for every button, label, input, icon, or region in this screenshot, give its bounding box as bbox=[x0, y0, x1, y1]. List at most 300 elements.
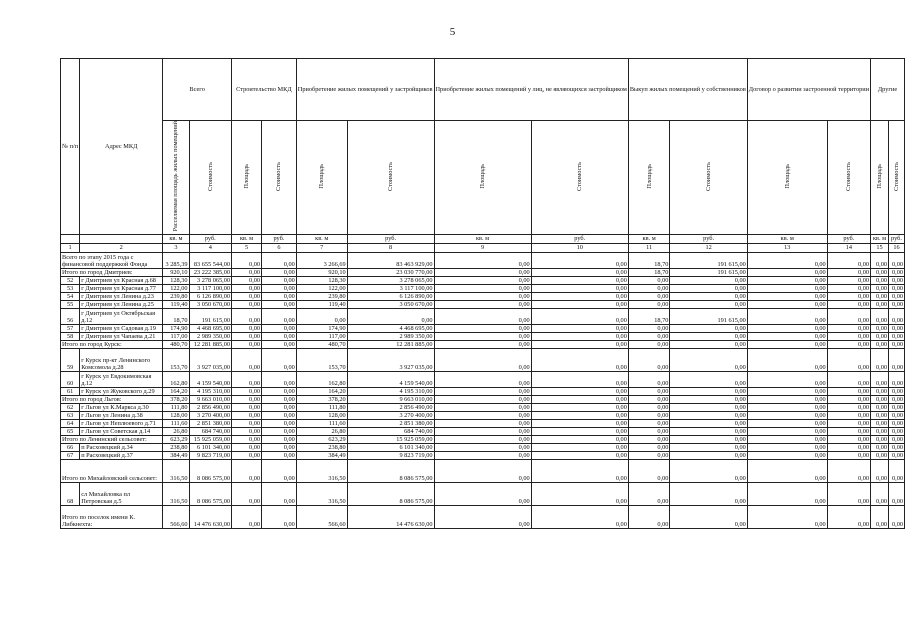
row-number: 55 bbox=[61, 300, 80, 308]
value-cell: 2 851 380,00 bbox=[189, 419, 231, 427]
value-cell: 0,00 bbox=[232, 387, 262, 395]
header-sub-label: Стоимость bbox=[387, 161, 395, 191]
row-number: 67 bbox=[61, 451, 80, 459]
value-cell: 0,00 bbox=[628, 324, 670, 332]
table-row bbox=[61, 332, 905, 340]
row-address bbox=[80, 403, 163, 411]
value-cell: 0,00 bbox=[434, 252, 531, 268]
value-cell: 0,00 bbox=[262, 308, 297, 324]
value-cell: 0,00 bbox=[434, 435, 531, 443]
value-cell: 0,00 bbox=[531, 403, 628, 411]
value-cell: 0,00 bbox=[232, 308, 262, 324]
value-cell: 3 278 065,00 bbox=[347, 276, 434, 284]
header-sub-label: Площадь bbox=[783, 163, 791, 189]
value-cell: 0,00 bbox=[628, 387, 670, 395]
header-sub-label: Стоимость bbox=[705, 161, 713, 191]
value-cell: 0,00 bbox=[628, 395, 670, 403]
value-cell: 18,70 bbox=[163, 308, 189, 324]
value-cell: 0,00 bbox=[232, 268, 262, 276]
value-cell: 0,00 bbox=[628, 292, 670, 300]
value-cell: 0,00 bbox=[827, 348, 870, 371]
value-cell: 0,00 bbox=[871, 459, 889, 482]
column-number: 15 bbox=[871, 243, 889, 252]
value-cell: 0,00 bbox=[889, 340, 905, 348]
header-sub-6 bbox=[262, 121, 297, 235]
value-cell: 0,00 bbox=[531, 395, 628, 403]
row-address-line: г Дмитриев ул Ленина д.25 bbox=[81, 300, 154, 308]
value-cell: 23 030 770,00 bbox=[347, 268, 434, 276]
value-cell: 0,00 bbox=[889, 443, 905, 451]
value-cell: 0,00 bbox=[434, 459, 531, 482]
value-cell: 0,00 bbox=[232, 482, 262, 505]
header-sub-4 bbox=[189, 121, 231, 235]
value-cell: 0,00 bbox=[871, 403, 889, 411]
value-cell: 0,00 bbox=[827, 443, 870, 451]
value-cell: 6 101 340,00 bbox=[189, 443, 231, 451]
header-sub-16 bbox=[889, 121, 905, 235]
value-cell: 0,00 bbox=[434, 276, 531, 284]
value-cell: 0,00 bbox=[434, 403, 531, 411]
resettlement-table bbox=[60, 58, 905, 529]
value-cell: 174,90 bbox=[163, 324, 189, 332]
row-address-line: г Курск пр-кт Ленинского bbox=[81, 356, 151, 364]
value-cell: 0,00 bbox=[531, 371, 628, 387]
row-address bbox=[80, 292, 163, 300]
value-cell: 0,00 bbox=[628, 332, 670, 340]
subtotal-row bbox=[61, 435, 905, 443]
value-cell: 111,60 bbox=[163, 419, 189, 427]
row-label bbox=[61, 395, 163, 403]
value-cell: 0,00 bbox=[889, 482, 905, 505]
value-cell: 0,00 bbox=[434, 340, 531, 348]
header-sub-label: Площадь bbox=[318, 163, 326, 189]
value-cell: 0,00 bbox=[747, 443, 827, 451]
subtotal-row bbox=[61, 268, 905, 276]
value-cell: 162,80 bbox=[296, 371, 347, 387]
value-cell: 0,00 bbox=[871, 482, 889, 505]
value-cell: 0,00 bbox=[434, 371, 531, 387]
row-address bbox=[80, 308, 163, 324]
value-cell: 0,00 bbox=[871, 284, 889, 292]
value-cell: 0,00 bbox=[670, 387, 747, 395]
table-row bbox=[61, 419, 905, 427]
value-cell: 2 856 490,00 bbox=[189, 403, 231, 411]
value-cell: 0,00 bbox=[827, 340, 870, 348]
value-cell: 0,00 bbox=[889, 427, 905, 435]
table-row bbox=[61, 300, 905, 308]
row-address-line: п Расховецкий д.34 bbox=[81, 443, 133, 451]
value-cell: 0,00 bbox=[670, 419, 747, 427]
value-cell: 0,00 bbox=[434, 451, 531, 459]
value-cell: 0,00 bbox=[747, 387, 827, 395]
value-cell: 0,00 bbox=[434, 268, 531, 276]
value-cell: 0,00 bbox=[670, 403, 747, 411]
value-cell: 0,00 bbox=[889, 276, 905, 284]
value-cell: 0,00 bbox=[670, 482, 747, 505]
value-cell: 0,00 bbox=[827, 459, 870, 482]
value-cell: 0,00 bbox=[262, 252, 297, 268]
header-sub-label: Стоимость bbox=[275, 161, 283, 191]
value-cell: 0,00 bbox=[232, 252, 262, 268]
row-number: 65 bbox=[61, 427, 80, 435]
value-cell: 0,00 bbox=[747, 419, 827, 427]
value-cell: 0,00 bbox=[747, 340, 827, 348]
value-cell: 239,80 bbox=[163, 292, 189, 300]
subtotal-row bbox=[61, 340, 905, 348]
value-cell: 153,70 bbox=[163, 348, 189, 371]
value-cell: 0,00 bbox=[827, 403, 870, 411]
value-cell: 0,00 bbox=[670, 284, 747, 292]
value-cell: 0,00 bbox=[262, 284, 297, 292]
row-number: 58 bbox=[61, 332, 80, 340]
value-cell: 0,00 bbox=[232, 505, 262, 528]
value-cell: 3 927 035,00 bbox=[189, 348, 231, 371]
value-cell: 164,20 bbox=[163, 387, 189, 395]
value-cell: 18,70 bbox=[628, 268, 670, 276]
row-address-line: д.12 bbox=[81, 379, 93, 387]
value-cell: 0,00 bbox=[871, 332, 889, 340]
table-row bbox=[61, 292, 905, 300]
value-cell: 4 468 695,00 bbox=[189, 324, 231, 332]
value-cell: 238,80 bbox=[296, 443, 347, 451]
value-cell: 0,00 bbox=[827, 276, 870, 284]
row-number: 61 bbox=[61, 387, 80, 395]
value-cell: 0,00 bbox=[747, 348, 827, 371]
value-cell: 2 851 380,00 bbox=[347, 419, 434, 427]
value-cell: 0,00 bbox=[262, 395, 297, 403]
value-cell: 0,00 bbox=[531, 348, 628, 371]
value-cell: 0,00 bbox=[827, 387, 870, 395]
value-cell: 0,00 bbox=[827, 292, 870, 300]
value-cell: 0,00 bbox=[434, 292, 531, 300]
value-cell: 0,00 bbox=[232, 348, 262, 371]
value-cell: 0,00 bbox=[670, 300, 747, 308]
column-number: 1 bbox=[61, 243, 80, 252]
column-number: 8 bbox=[347, 243, 434, 252]
value-cell: 623,29 bbox=[163, 435, 189, 443]
unit-cell: руб. bbox=[347, 234, 434, 243]
row-address bbox=[80, 387, 163, 395]
value-cell: 0,00 bbox=[871, 308, 889, 324]
value-cell: 0,00 bbox=[747, 459, 827, 482]
row-address-line: п Расховецкий д.37 bbox=[81, 451, 133, 459]
unit-cell: кв. м bbox=[628, 234, 670, 243]
header-sub-label: Расселяемая площадь жилых помещений bbox=[172, 121, 180, 232]
unit-cell: кв. м bbox=[163, 234, 189, 243]
value-cell: 684 740,00 bbox=[189, 427, 231, 435]
value-cell: 4 195 310,00 bbox=[189, 387, 231, 395]
value-cell: 3 270 400,00 bbox=[347, 411, 434, 419]
value-cell: 566,60 bbox=[163, 505, 189, 528]
row-number: 62 bbox=[61, 403, 80, 411]
header-address: Адрес МКД bbox=[80, 59, 163, 235]
value-cell: 0,00 bbox=[434, 387, 531, 395]
value-cell: 0,00 bbox=[827, 482, 870, 505]
value-cell: 9 663 010,00 bbox=[347, 395, 434, 403]
row-label-line: Итого по Михайловский сельсовет: bbox=[62, 474, 158, 482]
value-cell: 111,80 bbox=[296, 403, 347, 411]
row-address bbox=[80, 300, 163, 308]
value-cell: 8 086 575,00 bbox=[347, 482, 434, 505]
value-cell: 239,80 bbox=[296, 292, 347, 300]
value-cell: 238,80 bbox=[163, 443, 189, 451]
table-row bbox=[61, 403, 905, 411]
table-row bbox=[61, 451, 905, 459]
row-address-line: г Дмитриев ул Чапаева д.21 bbox=[81, 332, 156, 340]
table-row bbox=[61, 443, 905, 451]
value-cell: 0,00 bbox=[531, 300, 628, 308]
value-cell: 0,00 bbox=[434, 419, 531, 427]
row-address bbox=[80, 371, 163, 387]
row-label bbox=[61, 459, 163, 482]
value-cell: 111,80 bbox=[163, 403, 189, 411]
value-cell: 0,00 bbox=[747, 252, 827, 268]
value-cell: 3 270 400,00 bbox=[189, 411, 231, 419]
column-number: 4 bbox=[189, 243, 231, 252]
row-label-line: Итого по поселок имени К. bbox=[62, 513, 136, 521]
value-cell: 0,00 bbox=[531, 411, 628, 419]
row-address-line: г Дмитриев ул Ленина д.23 bbox=[81, 292, 154, 300]
row-address-line: Петровская д.5 bbox=[81, 497, 122, 505]
value-cell: 0,00 bbox=[628, 340, 670, 348]
value-cell: 0,00 bbox=[670, 371, 747, 387]
value-cell: 0,00 bbox=[531, 387, 628, 395]
value-cell: 0,00 bbox=[670, 443, 747, 451]
value-cell: 0,00 bbox=[871, 340, 889, 348]
value-cell: 0,00 bbox=[670, 292, 747, 300]
value-cell: 0,00 bbox=[871, 451, 889, 459]
value-cell: 0,00 bbox=[889, 387, 905, 395]
row-address bbox=[80, 419, 163, 427]
value-cell: 0,00 bbox=[747, 435, 827, 443]
value-cell: 0,00 bbox=[670, 340, 747, 348]
value-cell: 9 823 719,00 bbox=[347, 451, 434, 459]
value-cell: 15 925 059,00 bbox=[347, 435, 434, 443]
value-cell: 6 126 890,00 bbox=[189, 292, 231, 300]
value-cell: 26,80 bbox=[163, 427, 189, 435]
value-cell: 9 663 010,00 bbox=[189, 395, 231, 403]
value-cell: 0,00 bbox=[531, 443, 628, 451]
unit-cell: кв. м bbox=[434, 234, 531, 243]
value-cell: 0,00 bbox=[531, 340, 628, 348]
value-cell: 23 222 385,00 bbox=[189, 268, 231, 276]
value-cell: 0,00 bbox=[531, 332, 628, 340]
row-label bbox=[61, 435, 163, 443]
table-row bbox=[61, 348, 905, 371]
value-cell: 0,00 bbox=[747, 403, 827, 411]
row-number: 53 bbox=[61, 284, 80, 292]
value-cell: 0,00 bbox=[747, 308, 827, 324]
header-sub-7 bbox=[296, 121, 347, 235]
value-cell: 0,00 bbox=[827, 268, 870, 276]
value-cell: 0,00 bbox=[232, 403, 262, 411]
value-cell: 0,00 bbox=[670, 395, 747, 403]
subtotal-row bbox=[61, 395, 905, 403]
value-cell: 14 476 630,00 bbox=[347, 505, 434, 528]
header-sub-label: Площадь bbox=[876, 163, 884, 189]
value-cell: 0,00 bbox=[889, 403, 905, 411]
value-cell: 153,70 bbox=[296, 348, 347, 371]
value-cell: 6 101 340,00 bbox=[347, 443, 434, 451]
value-cell: 0,00 bbox=[232, 459, 262, 482]
row-number: 60 bbox=[61, 371, 80, 387]
value-cell: 0,00 bbox=[871, 300, 889, 308]
value-cell: 8 086 575,00 bbox=[189, 459, 231, 482]
value-cell: 0,00 bbox=[296, 308, 347, 324]
value-cell: 0,00 bbox=[232, 443, 262, 451]
header-no: № п/п bbox=[61, 59, 80, 235]
value-cell: 0,00 bbox=[827, 419, 870, 427]
value-cell: 0,00 bbox=[628, 427, 670, 435]
value-cell: 0,00 bbox=[747, 324, 827, 332]
value-cell: 684 740,00 bbox=[347, 427, 434, 435]
row-address-line: г Льгов ул Советская д.14 bbox=[81, 427, 151, 435]
row-label-line: Итого по город Курск: bbox=[62, 340, 122, 348]
value-cell: 14 476 630,00 bbox=[189, 505, 231, 528]
value-cell: 0,00 bbox=[232, 451, 262, 459]
value-cell: 0,00 bbox=[670, 459, 747, 482]
value-cell: 0,00 bbox=[628, 276, 670, 284]
value-cell: 378,20 bbox=[296, 395, 347, 403]
value-cell: 0,00 bbox=[889, 284, 905, 292]
column-number: 7 bbox=[296, 243, 347, 252]
value-cell: 0,00 bbox=[871, 419, 889, 427]
value-cell: 0,00 bbox=[628, 459, 670, 482]
value-cell: 0,00 bbox=[434, 324, 531, 332]
value-cell: 0,00 bbox=[628, 451, 670, 459]
value-cell: 0,00 bbox=[262, 459, 297, 482]
value-cell: 3 117 100,00 bbox=[347, 284, 434, 292]
header-sub-3 bbox=[163, 121, 189, 235]
value-cell: 0,00 bbox=[670, 505, 747, 528]
row-address bbox=[80, 411, 163, 419]
value-cell: 0,00 bbox=[531, 292, 628, 300]
value-cell: 3 927 035,00 bbox=[347, 348, 434, 371]
value-cell: 0,00 bbox=[434, 395, 531, 403]
header-group-owners: Выкуп жилых помещений у собственников bbox=[628, 59, 747, 121]
value-cell: 0,00 bbox=[434, 427, 531, 435]
value-cell: 26,80 bbox=[296, 427, 347, 435]
unit-cell: руб. bbox=[189, 234, 231, 243]
value-cell: 0,00 bbox=[670, 348, 747, 371]
value-cell: 0,00 bbox=[747, 427, 827, 435]
value-cell: 0,00 bbox=[827, 252, 870, 268]
value-cell: 0,00 bbox=[747, 505, 827, 528]
value-cell: 8 086 575,00 bbox=[189, 482, 231, 505]
subtotal-row bbox=[61, 459, 905, 482]
value-cell: 0,00 bbox=[827, 505, 870, 528]
column-number: 6 bbox=[262, 243, 297, 252]
value-cell: 0,00 bbox=[628, 505, 670, 528]
value-cell: 0,00 bbox=[262, 403, 297, 411]
value-cell: 0,00 bbox=[262, 427, 297, 435]
value-cell: 0,00 bbox=[747, 451, 827, 459]
value-cell: 4 159 540,00 bbox=[189, 371, 231, 387]
value-cell: 9 823 719,00 bbox=[189, 451, 231, 459]
table-row bbox=[61, 371, 905, 387]
value-cell: 0,00 bbox=[628, 411, 670, 419]
value-cell: 0,00 bbox=[889, 451, 905, 459]
value-cell: 0,00 bbox=[747, 411, 827, 419]
unit-cell: руб. bbox=[531, 234, 628, 243]
value-cell: 0,00 bbox=[232, 276, 262, 284]
value-cell: 0,00 bbox=[628, 419, 670, 427]
row-number: 57 bbox=[61, 324, 80, 332]
value-cell: 0,00 bbox=[747, 371, 827, 387]
column-number: 14 bbox=[827, 243, 870, 252]
value-cell: 3 050 670,00 bbox=[347, 300, 434, 308]
value-cell: 0,00 bbox=[871, 252, 889, 268]
value-cell: 0,00 bbox=[747, 482, 827, 505]
row-address-line: г Дмитриев ул Октябрьская bbox=[81, 309, 156, 317]
value-cell: 0,00 bbox=[232, 324, 262, 332]
row-address bbox=[80, 482, 163, 505]
value-cell: 0,00 bbox=[434, 505, 531, 528]
value-cell: 480,70 bbox=[163, 340, 189, 348]
value-cell: 0,00 bbox=[262, 387, 297, 395]
row-address bbox=[80, 284, 163, 292]
value-cell: 316,50 bbox=[163, 482, 189, 505]
row-number: 52 bbox=[61, 276, 80, 284]
header-group-other: Другие bbox=[871, 59, 905, 121]
value-cell: 0,00 bbox=[871, 292, 889, 300]
value-cell: 0,00 bbox=[827, 300, 870, 308]
value-cell: 0,00 bbox=[232, 395, 262, 403]
value-cell: 0,00 bbox=[628, 482, 670, 505]
row-address-line: г Льгов ул К.Маркса д.30 bbox=[81, 403, 149, 411]
row-address bbox=[80, 332, 163, 340]
header-group-build: Строительство МКД bbox=[232, 59, 297, 121]
value-cell: 0,00 bbox=[434, 332, 531, 340]
value-cell: 83 463 929,00 bbox=[347, 252, 434, 268]
row-number: 63 bbox=[61, 411, 80, 419]
value-cell: 920,10 bbox=[296, 268, 347, 276]
row-number: 68 bbox=[61, 482, 80, 505]
row-number: 66 bbox=[61, 443, 80, 451]
value-cell: 0,00 bbox=[262, 268, 297, 276]
unit-cell: руб. bbox=[889, 234, 905, 243]
value-cell: 0,00 bbox=[670, 332, 747, 340]
value-cell: 6 126 890,00 bbox=[347, 292, 434, 300]
value-cell: 0,00 bbox=[889, 371, 905, 387]
value-cell: 0,00 bbox=[670, 411, 747, 419]
value-cell: 0,00 bbox=[232, 419, 262, 427]
value-cell: 0,00 bbox=[531, 419, 628, 427]
value-cell: 0,00 bbox=[434, 308, 531, 324]
unit-cell: руб. bbox=[262, 234, 297, 243]
value-cell: 0,00 bbox=[889, 268, 905, 276]
value-cell: 0,00 bbox=[531, 427, 628, 435]
value-cell: 122,00 bbox=[296, 284, 347, 292]
value-cell: 0,00 bbox=[232, 427, 262, 435]
header-sub-label: Площадь bbox=[243, 163, 251, 189]
page-number: 5 bbox=[449, 26, 456, 38]
value-cell: 0,00 bbox=[262, 371, 297, 387]
value-cell: 378,20 bbox=[163, 395, 189, 403]
value-cell: 0,00 bbox=[747, 276, 827, 284]
value-cell: 316,50 bbox=[163, 459, 189, 482]
value-cell: 0,00 bbox=[628, 284, 670, 292]
value-cell: 0,00 bbox=[262, 419, 297, 427]
value-cell: 0,00 bbox=[434, 443, 531, 451]
header-group-nondevs: Приобретение жилых помещений у лиц, не являющихся застройщиком bbox=[434, 59, 628, 121]
header-sub-label: Стоимость bbox=[845, 161, 853, 191]
header-sub-label: Площадь bbox=[479, 163, 487, 189]
value-cell: 0,00 bbox=[262, 451, 297, 459]
column-number: 9 bbox=[434, 243, 531, 252]
value-cell: 128,30 bbox=[163, 276, 189, 284]
value-cell: 0,00 bbox=[827, 308, 870, 324]
